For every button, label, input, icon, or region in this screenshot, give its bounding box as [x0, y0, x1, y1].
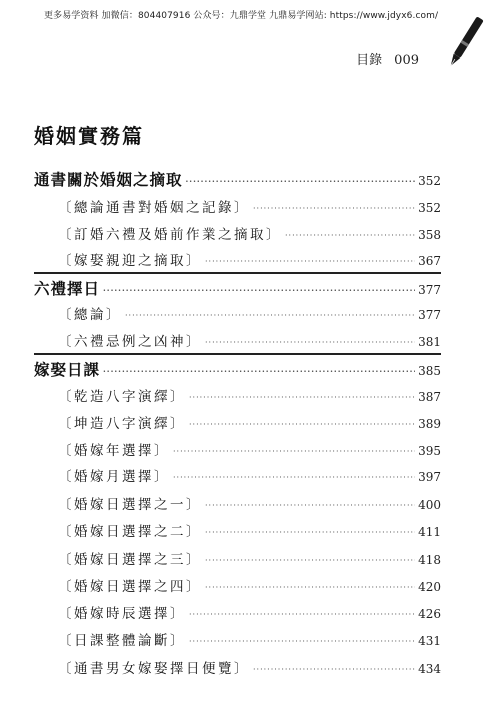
dot-leader	[189, 421, 415, 429]
toc-entry-page: 420	[418, 580, 441, 594]
toc-entry-label: 〔通書男女嫁娶擇日便覽〕	[58, 661, 250, 677]
toc-entry-label: 通書關於婚姻之摘取	[34, 170, 183, 189]
toc-entry-page: 411	[418, 525, 441, 539]
toc-entry-page: 385	[418, 364, 441, 378]
toc-entry-page: 431	[418, 634, 441, 648]
toc-entry-label: 〔訂婚六禮及婚前作業之摘取〕	[58, 227, 282, 243]
toc-entry-page: 358	[418, 228, 441, 242]
toc-entry-page: 434	[418, 662, 441, 676]
toc-entry-label: 〔總論〕	[58, 307, 122, 323]
dot-leader	[189, 611, 415, 619]
toc-entry-page: 367	[418, 254, 441, 268]
dot-leader	[205, 339, 415, 347]
toc-entry-label: 六禮擇日	[34, 279, 101, 298]
toc-subentry[interactable]	[58, 602, 441, 622]
toc-entry-label: 〔婚嫁年選擇〕	[58, 443, 170, 459]
toc-entry-label: 〔婚嫁日選擇之三〕	[58, 552, 202, 568]
dot-leader	[205, 584, 415, 592]
toc-subentry[interactable]	[58, 303, 441, 323]
toc-entry-page: 397	[418, 470, 441, 484]
toc-entry-page: 395	[418, 444, 441, 458]
toc-entry-page: 352	[418, 174, 441, 188]
toc-entry-page: 377	[418, 308, 441, 322]
toc-subentry[interactable]	[58, 629, 441, 649]
header-page-number: 009	[394, 53, 419, 68]
dot-leader	[186, 177, 416, 185]
section-divider	[34, 353, 441, 355]
toc-subentry[interactable]	[58, 223, 441, 243]
toc-entry-label: 〔婚嫁日選擇之二〕	[58, 524, 202, 540]
toc-chapter-entry[interactable]	[34, 168, 441, 190]
watermark-text: 更多易学资料 加微信：804407916 公众号：九鼎学堂 九鼎易学网站: https://www.jdyx6.com/	[44, 11, 439, 21]
dot-leader	[253, 666, 415, 674]
dot-leader	[189, 638, 415, 646]
dot-leader	[205, 502, 415, 510]
dot-leader	[103, 286, 415, 294]
pen-icon	[445, 12, 485, 74]
dot-leader	[125, 312, 415, 320]
toc-entry-page: 418	[418, 553, 441, 567]
toc-entry-page: 389	[418, 417, 441, 431]
toc-subentry[interactable]	[58, 575, 441, 595]
running-header	[356, 49, 419, 68]
dot-leader	[189, 394, 415, 402]
toc-subentry[interactable]	[58, 657, 441, 677]
toc-entry-page: 387	[418, 390, 441, 404]
toc-entry-page: 400	[418, 498, 441, 512]
section-divider	[34, 272, 441, 274]
dot-leader	[205, 557, 415, 565]
header-label: 目錄	[356, 53, 383, 68]
toc-subentry[interactable]	[58, 520, 441, 540]
dot-leader	[205, 529, 415, 537]
toc-subentry[interactable]	[58, 196, 441, 216]
toc-subentry[interactable]	[58, 548, 441, 568]
toc-subentry[interactable]	[58, 412, 441, 432]
dot-leader	[253, 205, 415, 213]
toc-subentry[interactable]	[58, 385, 441, 405]
toc-entry-label: 〔坤造八字演繹〕	[58, 416, 186, 432]
toc-entry-label: 嫁娶日課	[34, 360, 101, 379]
toc-subentry[interactable]	[58, 249, 441, 269]
toc-entry-label: 〔婚嫁日選擇之四〕	[58, 579, 202, 595]
dot-leader	[173, 474, 415, 482]
toc-subentry[interactable]	[58, 493, 441, 513]
toc-entry-page: 377	[418, 283, 441, 297]
dot-leader	[173, 448, 415, 456]
toc-entry-label: 〔乾造八字演繹〕	[58, 389, 186, 405]
dot-leader	[205, 258, 415, 266]
toc-entry-label: 〔婚嫁日選擇之一〕	[58, 497, 202, 513]
toc-entry-page: 352	[418, 201, 441, 215]
dot-leader	[285, 232, 415, 240]
toc-subentry[interactable]	[58, 439, 441, 459]
toc-entry-label: 〔總論通書對婚姻之記錄〕	[58, 200, 250, 216]
toc-entry-label: 〔婚嫁時辰選擇〕	[58, 606, 186, 622]
toc-entry-page: 426	[418, 607, 441, 621]
section-title: 婚姻實務篇	[34, 124, 144, 148]
toc-chapter-entry[interactable]	[34, 277, 441, 299]
toc-entry-label: 〔婚嫁月選擇〕	[58, 469, 170, 485]
toc-subentry[interactable]	[58, 465, 441, 485]
toc-entry-label: 〔日課整體論斷〕	[58, 633, 186, 649]
toc-entry-label: 〔嫁娶親迎之摘取〕	[58, 253, 202, 269]
toc-subentry[interactable]	[58, 330, 441, 350]
toc-entry-label: 〔六禮忌例之凶神〕	[58, 334, 202, 350]
toc-entry-page: 381	[418, 335, 441, 349]
dot-leader	[103, 367, 415, 375]
toc-chapter-entry[interactable]	[34, 358, 441, 380]
